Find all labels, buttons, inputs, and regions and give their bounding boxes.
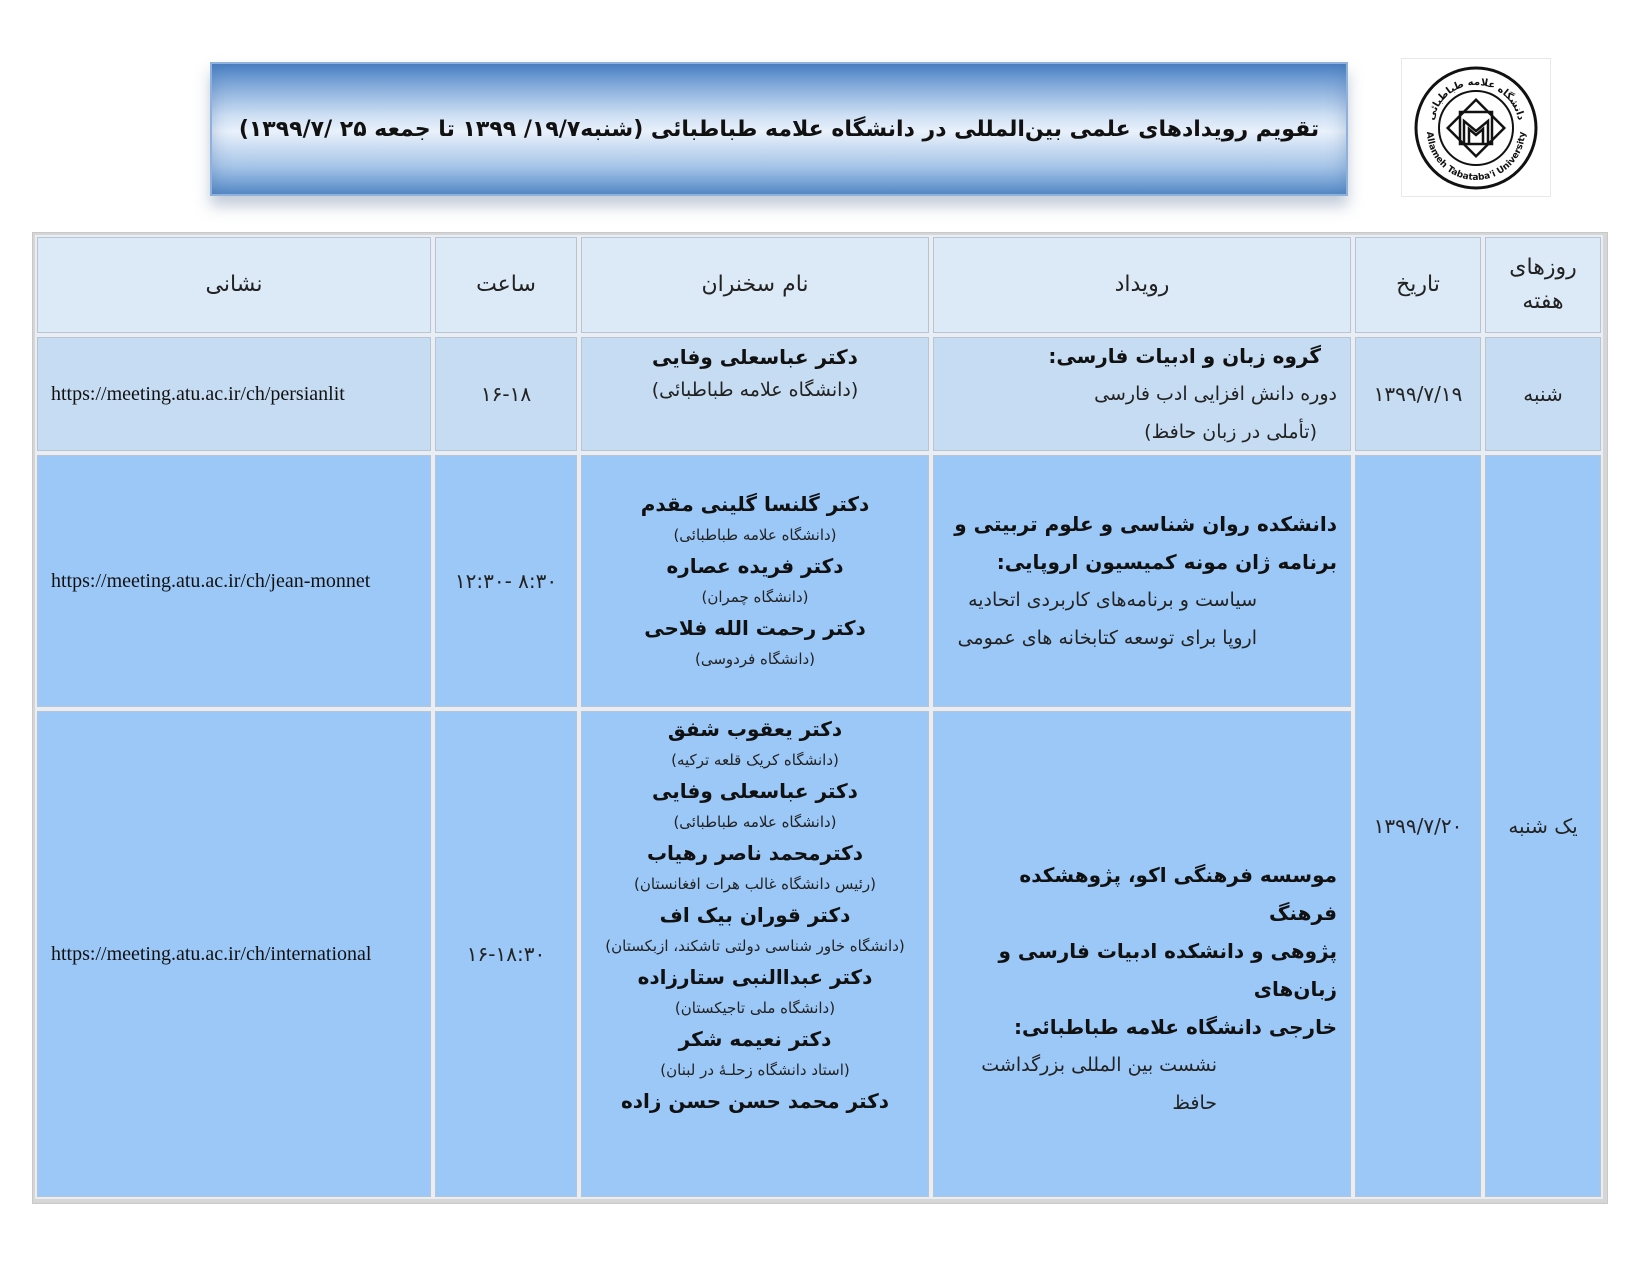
event-persianlit: گروه زبان و ادبیات فارسی: دوره دانش افزایی ادب فارسی (تأملی در زبان حافظ) bbox=[931, 335, 1353, 453]
meeting-link[interactable]: https://meeting.atu.ac.ir/ch/international bbox=[51, 942, 372, 965]
meeting-link[interactable]: https://meeting.atu.ac.ir/ch/persianlit bbox=[51, 382, 345, 405]
date-sunday: ۱۳۹۹/۷/۲۰ bbox=[1353, 453, 1483, 1199]
title-banner bbox=[210, 62, 1348, 196]
header-days: روزهای هفته bbox=[1483, 235, 1603, 335]
header-speakers: نام سخنران bbox=[579, 235, 931, 335]
speakers-jean-monnet: دکتر گلنسا گلینی مقدم (دانشگاه علامه طباطبائی) دکتر فریده عصاره (دانشگاه چمران) دکتر رحمت الله فلاحی (دانشگاه فردوسی) bbox=[579, 453, 931, 709]
speakers-persianlit: دکتر عباسعلی وفایی (دانشگاه علامه طباطبائی) bbox=[579, 335, 931, 453]
logo-text-fa: دانشگاه علامه طباطبائی bbox=[1425, 76, 1527, 121]
day-saturday: شنبه bbox=[1483, 335, 1603, 453]
event-international: موسسه فرهنگی اکو، پژوهشکده فرهنگ پژوهی و دانشکده ادبیات فارسی و زبان‌های خارجی دانشگاه علامه طباطبائی: نشست بین المللی بزرگداشت حافظ bbox=[931, 709, 1353, 1199]
meeting-link[interactable]: https://meeting.atu.ac.ir/ch/jean-monnet bbox=[51, 569, 371, 592]
time-jean-monnet: ۸:۳۰ -۱۲:۳۰ bbox=[433, 453, 579, 709]
time-persianlit: ۱۶-۱۸ bbox=[433, 335, 579, 453]
event-jean-monnet: دانشکده روان شناسی و علوم تربیتی و برنامه ژان مونه کمیسیون اروپایی: سیاست و برنامه‌های کاربردی اتحادیه اروپا برای توسعه کتابخانه های عمومی bbox=[931, 453, 1353, 709]
university-logo bbox=[1401, 58, 1551, 197]
address-persianlit bbox=[35, 335, 433, 453]
header-address: نشانی bbox=[35, 235, 433, 335]
page-title: تقویم رویدادهای علمی بین‌المللی در دانشگاه علامه طباطبائی (شنبه۱۹/۷/ ۱۳۹۹ تا جمعه ۲۵ /۱۳۹۹/۷) bbox=[238, 116, 1320, 142]
university-seal-icon bbox=[1411, 63, 1541, 193]
time-international: ۱۶-۱۸:۳۰ bbox=[433, 709, 579, 1199]
address-jean-monnet bbox=[35, 453, 433, 709]
header-time: ساعت bbox=[433, 235, 579, 335]
events-table bbox=[32, 232, 1608, 1204]
address-international bbox=[35, 709, 433, 1199]
logo-text-en: Allameh Tabataba'i University bbox=[1423, 130, 1529, 183]
header-event: رویداد bbox=[931, 235, 1353, 335]
day-sunday: یک شنبه bbox=[1483, 453, 1603, 1199]
speakers-international: دکتر یعقوب شفق (دانشگاه کریک قلعه ترکیه) دکتر عباسعلی وفایی (دانشگاه علامه طباطبائی) دکترمحمد ناصر رهیاب (رئیس دانشگاه غالب هرات افغانستان) دکتر قوران بیک اف (دانشگاه خاور شناسی دولتی تاشکند، ازبکستان) دکتر عبداالنبی ستارزاده (دانشگاه ملی تاجیکستان) دکتر نعیمه شکر (استاد دانشگاه زحلـۀ در لبنان) دکتر محمد حسن حسن زاده bbox=[579, 709, 931, 1199]
header-date: تاریخ bbox=[1353, 235, 1483, 335]
date-saturday: ۱۳۹۹/۷/۱۹ bbox=[1353, 335, 1483, 453]
